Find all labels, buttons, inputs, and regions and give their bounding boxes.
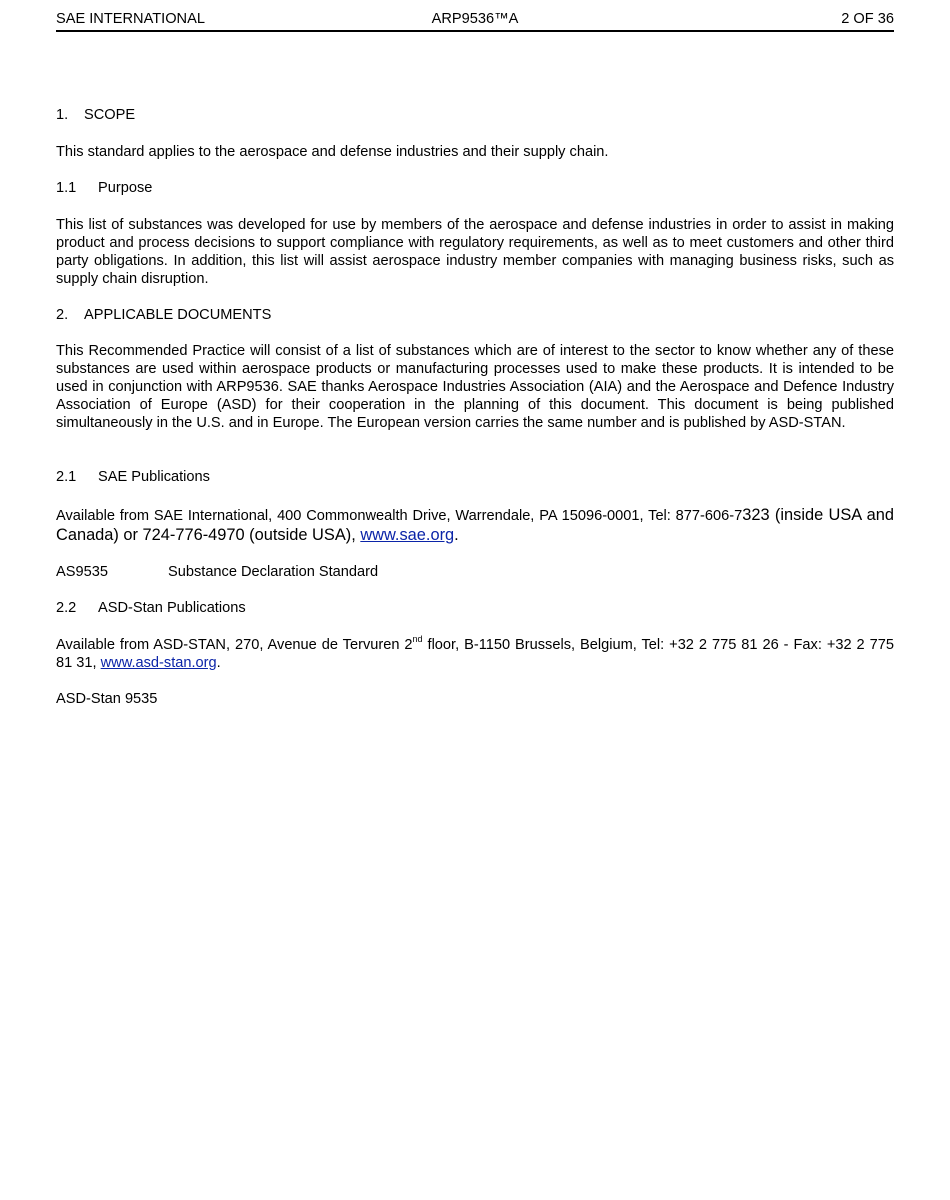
header-document-number: ARP9536™A: [431, 11, 519, 27]
applicable-documents-paragraph: This Recommended Practice will consist of a list of substances which are of interest to the sector to know whether any of these substances are used within aerospace products or manufacturing processes used to make these products. It is intended to be used in conjunction with ARP9536. SAE thanks Aerospace Industries Association (AIA) and the Aerospace and Defence Industry Association of Europe (ASD) for their cooperation in the planning of this document. This document is being published simultaneously in the U.S. and in Europe. The European version carries the same number and is published by ASD-STAN.: [56, 343, 894, 431]
header-page-number: 2 OF 36: [841, 11, 894, 27]
purpose-paragraph: This list of substances was developed for use by members of the aerospace and defense industries in order to assist in making product and process decisions to support compliance with regulatory requirements, as well as to meet customers and other third party obligations. In addition, this list will assist aerospace industry member companies with managing business risks, such as supply chain disruption.: [56, 217, 894, 287]
sae-availability-text-large: 323 (inside USA and Canada) or 724-776-4970 (outside USA),: [56, 506, 895, 544]
section-number: 2.1: [56, 469, 77, 485]
sae-document-entry: [56, 563, 894, 581]
section-heading-applicable-documents: [56, 306, 894, 324]
document-code: ASD-Stan 9535: [56, 691, 158, 707]
asd-document-entry: [56, 690, 894, 708]
section-number: 1.1: [56, 180, 77, 196]
section-title: Purpose: [98, 180, 153, 196]
section-title: ASD-Stan Publications: [98, 600, 246, 616]
sae-availability-paragraph: [56, 506, 894, 546]
section-title: APPLICABLE DOCUMENTS: [84, 307, 272, 323]
page-header: [56, 10, 894, 32]
section-title: SCOPE: [84, 107, 136, 123]
section-heading-asd-stan-publications: [56, 599, 894, 617]
section-title: SAE Publications: [98, 469, 210, 485]
section-heading-sae-publications: [56, 468, 894, 486]
asd-availability-text-continued: floor, B-1150 Brussels, Belgium, Tel: +32 2 775 81 26 - Fax: +32 2 775 81 31,: [56, 637, 894, 671]
section-number: 2.2: [56, 600, 77, 616]
sae-website-link[interactable]: www.sae.org: [360, 526, 455, 544]
section-number: 2.: [56, 307, 69, 323]
asd-stan-website-link[interactable]: www.asd-stan.org: [100, 655, 217, 671]
asd-availability-paragraph: [56, 636, 894, 672]
section-number: 1.: [56, 107, 69, 123]
asd-availability-text: Available from ASD-STAN, 270, Avenue de Tervuren 2: [56, 637, 413, 653]
document-title: Substance Declaration Standard: [168, 564, 379, 580]
section-heading-purpose: [56, 179, 894, 197]
ordinal-superscript: nd: [412, 634, 423, 645]
scope-paragraph: This standard applies to the aerospace and defense industries and their supply chain.: [56, 144, 609, 160]
sae-availability-text: Available from SAE International, 400 Commonwealth Drive, Warrendale, PA 15096-0001, Tel: 877-606-7: [56, 508, 743, 524]
sae-availability-period: .: [454, 526, 459, 544]
asd-availability-period: .: [216, 655, 221, 671]
document-code: AS9535: [56, 564, 108, 580]
section-heading-scope: [56, 106, 894, 124]
header-organization: SAE INTERNATIONAL: [56, 11, 205, 27]
